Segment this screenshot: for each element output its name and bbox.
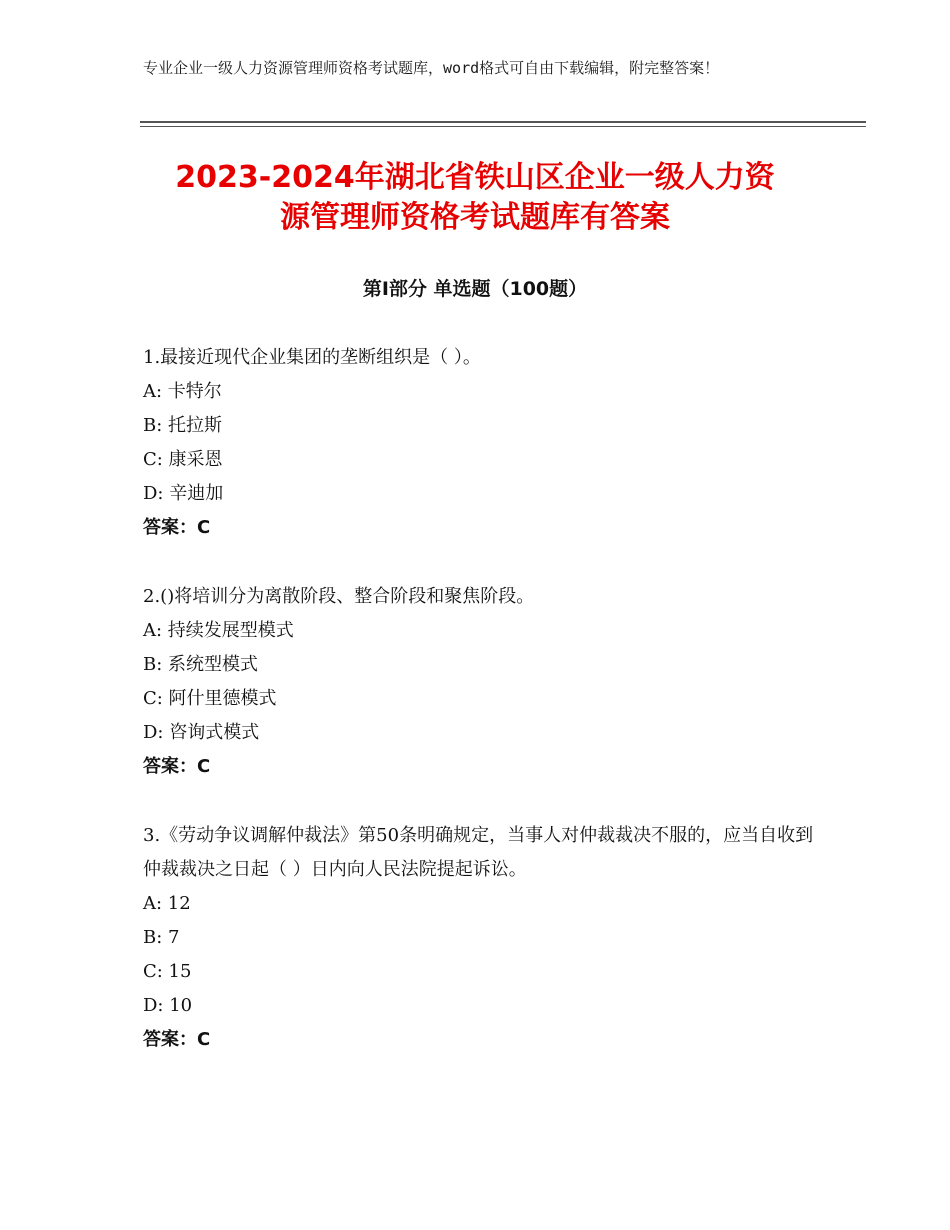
option-a: A: 12 bbox=[143, 893, 191, 914]
question-stem: 2.()将培训分为离散阶段、整合阶段和聚焦阶段。 bbox=[143, 586, 535, 607]
document-title-line-1: 2023-2024年湖北省铁山区企业一级人力资 bbox=[175, 160, 775, 195]
option-c: C: 15 bbox=[143, 961, 192, 982]
document-title-line-2: 源管理师资格考试题库有答案 bbox=[280, 200, 670, 235]
option-a: A: 卡特尔 bbox=[143, 381, 222, 402]
answer-line: 答案：C bbox=[143, 756, 211, 777]
answer-line: 答案：C bbox=[143, 517, 211, 538]
option-c: C: 康采恩 bbox=[143, 449, 223, 470]
question-2 bbox=[143, 580, 823, 784]
header-note: 专业企业一级人力资源管理师资格考试题库，word格式可自由下载编辑，附完整答案！ bbox=[143, 59, 720, 77]
option-b: B: 托拉斯 bbox=[143, 415, 223, 436]
answer-line: 答案：C bbox=[143, 1029, 211, 1050]
header-divider-thin bbox=[140, 126, 866, 127]
option-d: D: 10 bbox=[143, 995, 193, 1016]
option-d: D: 咨询式模式 bbox=[143, 722, 260, 743]
header-divider-thick bbox=[140, 121, 866, 123]
question-1 bbox=[143, 341, 823, 545]
document-title bbox=[100, 158, 850, 238]
question-stem: 1.最接近现代企业集团的垄断组织是（ ）。 bbox=[143, 347, 481, 368]
section-heading: 第Ⅰ部分 单选题（100题） bbox=[362, 278, 588, 300]
option-b: B: 7 bbox=[143, 927, 180, 948]
option-d: D: 辛迪加 bbox=[143, 483, 224, 504]
option-b: B: 系统型模式 bbox=[143, 654, 259, 675]
option-a: A: 持续发展型模式 bbox=[143, 620, 294, 641]
question-stem: 3.《劳动争议调解仲裁法》第50条明确规定，当事人对仲裁裁决不服的，应当自收到仲裁裁决之日起（ ）日内向人民法院提起诉讼。 bbox=[143, 825, 814, 880]
question-3 bbox=[143, 819, 823, 1057]
option-c: C: 阿什里德模式 bbox=[143, 688, 277, 709]
